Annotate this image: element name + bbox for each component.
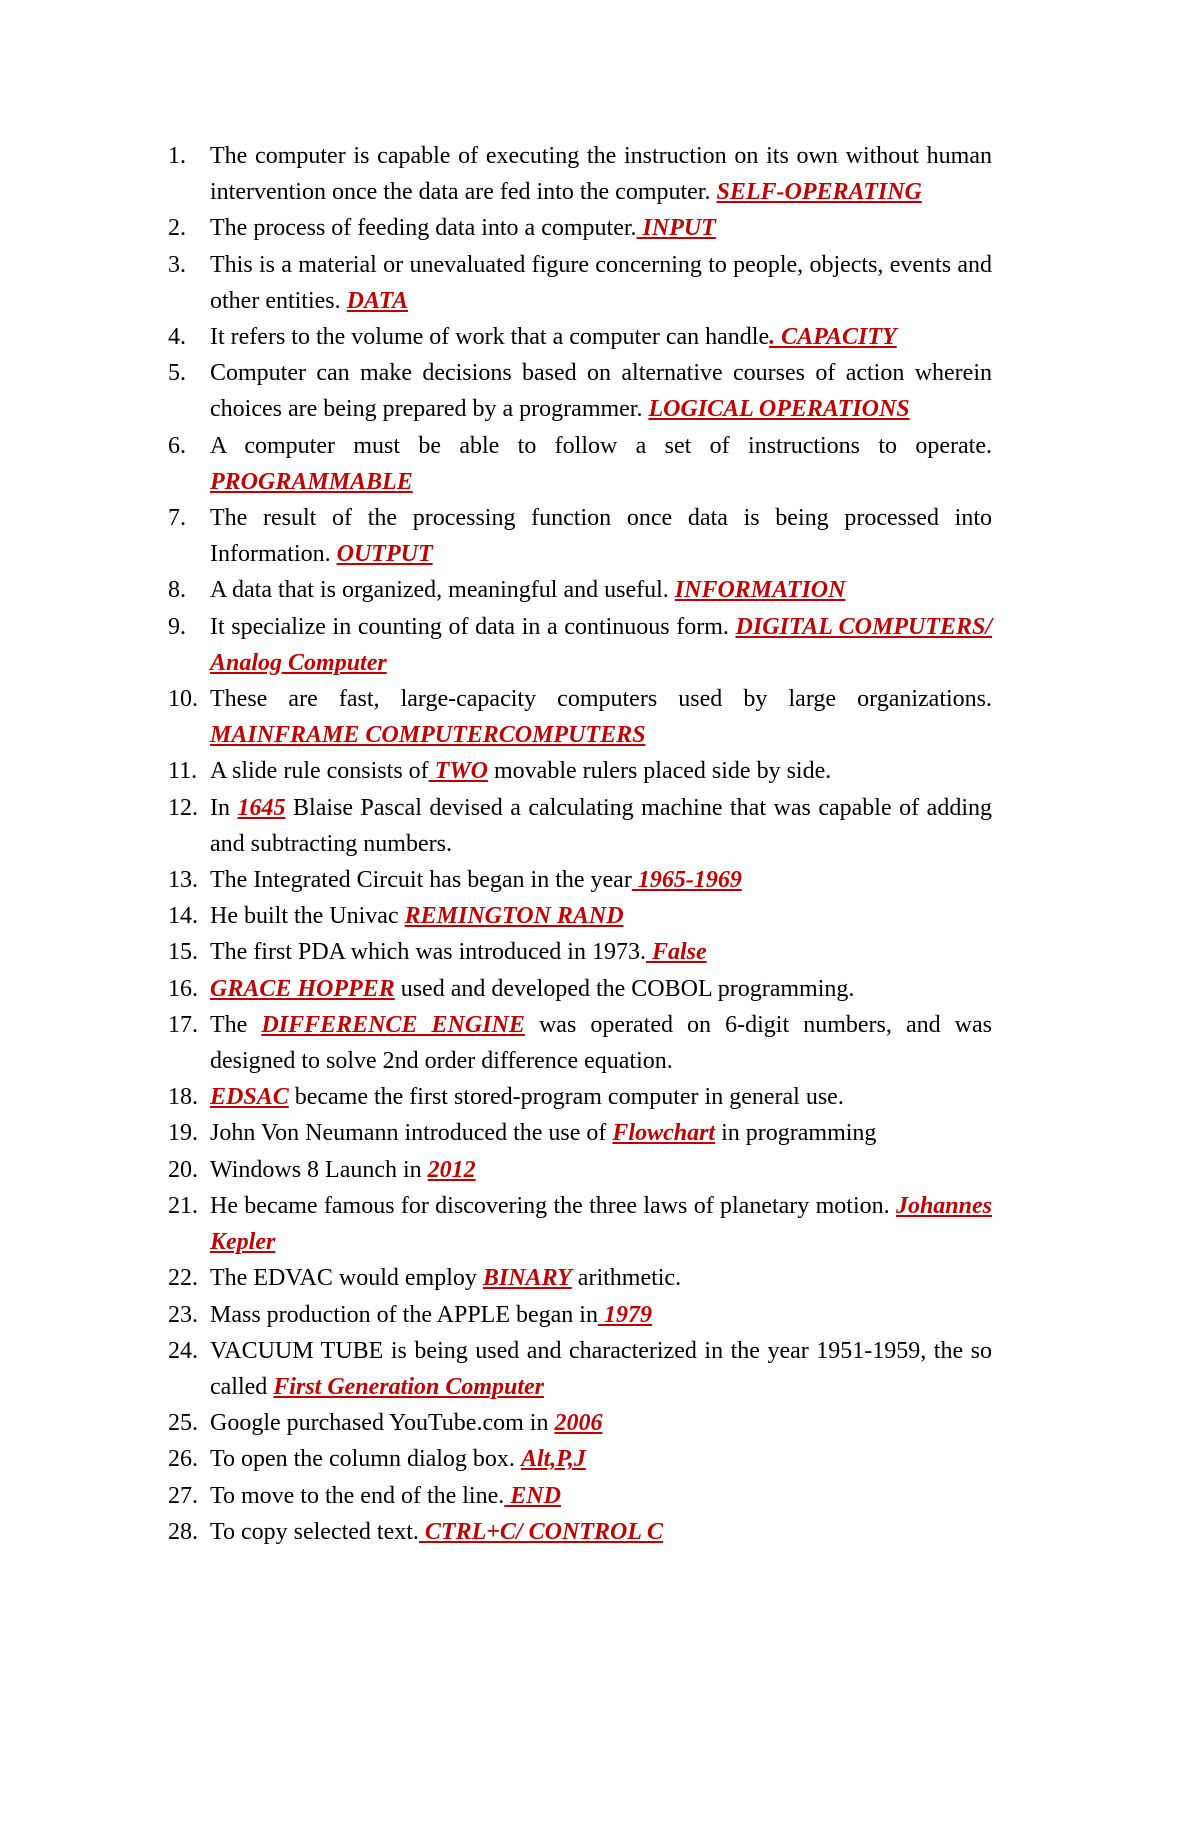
answer-text: MAINFRAME COMPUTERCOMPUTERS [210,722,646,749]
question-text: This is a material or unevaluated figure concerning to people, objects, events and other entities. [210,251,992,314]
item-number: 10. [168,686,198,713]
item-number: 13. [168,867,198,894]
item-number: 22. [168,1265,198,1292]
item-number: 5. [168,360,186,387]
question-text: These are fast, large-capacity computers used by large organizations. [210,686,992,713]
question-text: A data that is organized, meaningful and useful. [210,577,675,604]
question-text: VACUUM TUBE is being used and characterized in the year 1951-1959, the so called [210,1337,992,1400]
list-item [168,1514,992,1550]
answer-text: REMINGTON RAND [404,903,624,930]
answer-text: EDSAC [210,1084,289,1111]
list-item [168,790,992,862]
question-text: Windows 8 Launch in [210,1156,428,1183]
answer-text: END [504,1482,561,1509]
item-number: 2. [168,215,186,242]
question-text: was operated on 6-digit numbers, and was designed to solve 2nd order difference equation. [210,1011,992,1075]
question-text: John Von Neumann introduced the use of [210,1120,613,1147]
list-item [168,138,992,210]
question-text: The computer is capable of executing the instruction on its own without human intervention once the data are fed into the computer. [210,143,992,206]
list-item [168,1478,992,1514]
question-text: It specialize in counting of data in a continuous form. [210,613,736,640]
item-number: 16. [168,975,198,1002]
answer-text: DIFFERENCE ENGINE [261,1011,525,1038]
question-text: arithmetic. [571,1265,682,1292]
question-text: The Integrated Circuit has began in the year [210,867,632,894]
list-item [168,898,992,934]
list-item [168,1115,992,1151]
item-number: 19. [168,1120,198,1147]
question-text: Mass production of the APPLE began in [210,1301,598,1328]
list-item [168,1152,992,1188]
question-text: The result of the processing function once data is being processed into Information. [210,505,992,568]
item-number: 14. [168,903,198,930]
answer-text: Flowchart [612,1120,716,1147]
answer-text: 2012 [427,1156,476,1183]
list-item [168,1333,992,1405]
item-number: 21. [168,1192,198,1219]
item-number: 25. [168,1410,198,1437]
answer-text: OUTPUT [336,541,433,568]
question-text: The first PDA which was introduced in 1973. [210,939,646,966]
question-text: To move to the end of the line. [210,1482,505,1509]
question-text: movable rulers placed side by side. [488,758,832,785]
question-list [168,138,992,1550]
answer-text: 2006 [554,1410,603,1437]
answer-text: CTRL+C/ CONTROL C [418,1518,664,1545]
question-text: used and developed the COBOL programming. [394,975,855,1002]
item-number: 28. [168,1518,198,1545]
answer-text: Johannes Kepler [210,1192,992,1256]
list-item [168,1188,992,1260]
answer-text: LOGICAL OPERATIONS [648,396,910,423]
item-number: 1. [168,143,186,169]
question-text: Computer can make decisions based on alternative courses of action wherein choices are being prepared by a programmer. [210,360,992,423]
item-number: 24. [168,1337,198,1364]
answer-text: 1979 [597,1301,652,1328]
item-number: 20. [168,1156,198,1183]
list-item [168,1007,992,1079]
answer-text: INPUT [636,215,716,242]
list-item [168,971,992,1007]
list-item [168,609,992,681]
item-number: 3. [168,251,186,278]
list-item [168,1260,992,1296]
item-number: 6. [168,432,186,459]
answer-text: . CAPACITY [769,324,897,351]
question-text: The EDVAC would employ [210,1265,483,1292]
question-text: A slide rule consists of [210,758,429,785]
answer-text: INFORMATION [674,577,846,604]
answer-text: SELF-OPERATING [716,179,922,206]
answer-text: False [645,939,707,966]
item-number: 12. [168,794,198,821]
list-item [168,247,992,319]
question-text: The [210,1011,262,1038]
item-number: 9. [168,613,186,640]
list-item [168,1405,992,1441]
list-item [168,934,992,970]
list-item [168,753,992,789]
answer-text: TWO [428,758,488,785]
question-text: He built the Univac [210,903,405,930]
question-text: A computer must be able to follow a set of instructions to operate. [210,432,992,459]
answer-text: GRACE HOPPER [210,975,395,1002]
item-number: 8. [168,577,186,604]
item-number: 23. [168,1301,198,1328]
list-item [168,1441,992,1477]
answer-text: 1965-1969 [631,867,742,894]
answer-text: DIGITAL COMPUTERS/ Analog Computer [210,613,993,676]
question-text: He became famous for discovering the three laws of planetary motion. [210,1192,896,1219]
question-text: Google purchased YouTube.com in [210,1410,555,1437]
item-number: 27. [168,1482,198,1509]
answer-text: 1645 [237,794,286,821]
item-number: 4. [168,324,186,351]
item-number: 15. [168,939,198,966]
list-item [168,862,992,898]
list-item [168,210,992,246]
item-number: 11. [168,758,198,785]
answer-text: BINARY [482,1265,572,1292]
item-number: 26. [168,1446,198,1473]
list-item [168,428,992,500]
answer-text: PROGRAMMABLE [210,468,413,495]
question-text: To open the column dialog box. [210,1446,521,1473]
question-text: in programming [715,1120,877,1147]
item-number: 17. [168,1011,198,1038]
answer-text: Alt,P,J [520,1446,586,1473]
list-item [168,500,992,572]
item-number: 7. [168,505,186,532]
question-text: To copy selected text. [210,1518,419,1545]
list-item [168,1297,992,1333]
question-text: In [210,794,238,821]
answer-text: DATA [346,287,408,314]
list-item [168,355,992,427]
answer-text: First Generation Computer [273,1373,545,1400]
item-number: 18. [168,1084,198,1111]
question-text: The process of feeding data into a computer. [210,215,637,242]
question-text: became the first stored-program computer in general use. [288,1084,844,1111]
list-item [168,681,992,753]
list-item [168,1079,992,1115]
question-text: It refers to the volume of work that a computer can handle [210,324,770,351]
list-item [168,572,992,608]
list-item [168,319,992,355]
question-text: Blaise Pascal devised a calculating machine that was capable of adding and subtracting numbers. [210,794,992,857]
